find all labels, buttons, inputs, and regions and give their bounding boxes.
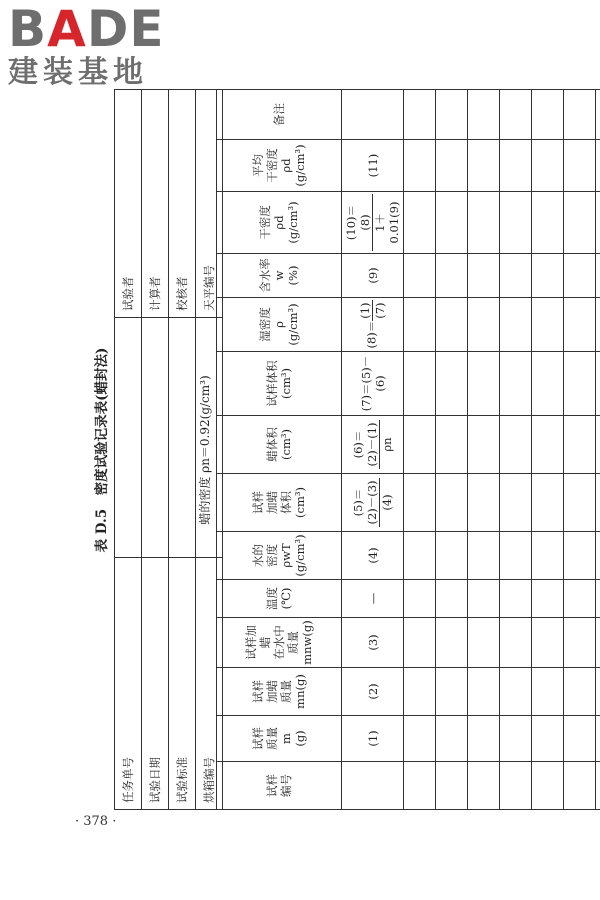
header-line: 试样 bbox=[251, 680, 265, 703]
formula-text: (2) bbox=[365, 683, 380, 700]
data-cell bbox=[532, 298, 564, 352]
header-row bbox=[217, 90, 342, 810]
column-header bbox=[217, 532, 342, 580]
data-cell bbox=[596, 474, 600, 532]
header-line: ρd bbox=[272, 215, 286, 230]
formula-cell bbox=[342, 90, 404, 140]
data-cell bbox=[532, 416, 564, 474]
data-cell bbox=[500, 416, 532, 474]
data-cell bbox=[500, 580, 532, 618]
data-cell bbox=[596, 192, 600, 254]
header-line: 加蜡 bbox=[265, 491, 279, 514]
header-line: 湿密度 bbox=[258, 307, 272, 342]
data-cell bbox=[532, 192, 564, 254]
formula-cell bbox=[342, 140, 404, 192]
formula-cell bbox=[342, 352, 404, 416]
data-cell bbox=[468, 352, 500, 416]
data-cell bbox=[404, 254, 436, 298]
fraction-numerator: (2)－(3) bbox=[365, 480, 379, 525]
data-cell bbox=[468, 618, 500, 668]
data-cell bbox=[468, 474, 500, 532]
data-cell bbox=[564, 668, 596, 716]
formula-fraction bbox=[358, 300, 387, 320]
data-cell bbox=[532, 618, 564, 668]
data-cell bbox=[564, 618, 596, 668]
data-cell bbox=[596, 140, 600, 192]
info-right-label: 校核者 bbox=[169, 90, 196, 318]
data-cell bbox=[532, 668, 564, 716]
column-header bbox=[217, 352, 342, 416]
formula-text: — bbox=[365, 592, 380, 605]
data-cell bbox=[404, 298, 436, 352]
header-line: 在水中 bbox=[272, 625, 286, 660]
info-row bbox=[115, 90, 142, 810]
data-cell bbox=[436, 140, 468, 192]
data-cell bbox=[468, 254, 500, 298]
header-line: 蜡体积 bbox=[265, 427, 279, 462]
data-cell bbox=[564, 254, 596, 298]
data-cell bbox=[564, 416, 596, 474]
data-cell bbox=[500, 474, 532, 532]
header-line: 温度 bbox=[265, 587, 279, 610]
column-header bbox=[217, 192, 342, 254]
info-row bbox=[142, 90, 169, 810]
header-line: 干密度 bbox=[258, 205, 272, 240]
data-cell bbox=[596, 532, 600, 580]
header-line: (g/cm³) bbox=[293, 144, 307, 187]
formula-text: (6)＝ bbox=[351, 430, 365, 459]
record-table bbox=[216, 89, 600, 810]
data-cell bbox=[468, 192, 500, 254]
header-line: 试样 bbox=[251, 727, 265, 750]
data-cell bbox=[500, 532, 532, 580]
data-cell bbox=[564, 352, 596, 416]
formula-cell bbox=[342, 716, 404, 762]
data-cell bbox=[500, 716, 532, 762]
brand-logo bbox=[8, 2, 178, 90]
column-header bbox=[217, 580, 342, 618]
formula-cell bbox=[342, 618, 404, 668]
header-line: (℃) bbox=[279, 587, 293, 610]
header-line: (cm³) bbox=[279, 368, 293, 399]
formula-cell bbox=[342, 532, 404, 580]
data-cell bbox=[500, 762, 532, 810]
info-left-label: 试验标准 bbox=[169, 558, 196, 810]
data-cell bbox=[468, 416, 500, 474]
data-cell bbox=[564, 716, 596, 762]
data-cell bbox=[596, 762, 600, 810]
data-cell bbox=[436, 352, 468, 416]
formula-text: (10)＝ bbox=[344, 204, 358, 241]
data-cell bbox=[564, 140, 596, 192]
header-line: m bbox=[279, 733, 293, 744]
header-line: 水的 bbox=[251, 544, 265, 567]
data-cell bbox=[436, 762, 468, 810]
data-cell bbox=[404, 140, 436, 192]
data-cell bbox=[436, 618, 468, 668]
data-cell bbox=[500, 668, 532, 716]
info-value bbox=[142, 318, 169, 558]
data-row bbox=[564, 90, 596, 810]
header-line: (g) bbox=[293, 730, 307, 747]
header-line: (%) bbox=[286, 265, 300, 286]
header-line: (g/cm³) bbox=[286, 303, 300, 346]
fraction-denominator: (4) bbox=[380, 494, 394, 511]
header-line: 体积 bbox=[279, 491, 293, 514]
info-right-label: 试验者 bbox=[115, 90, 142, 318]
column-header bbox=[217, 254, 342, 298]
header-line: 加蜡 bbox=[265, 680, 279, 703]
data-cell bbox=[500, 352, 532, 416]
data-cell bbox=[404, 580, 436, 618]
fraction-numerator: (1) bbox=[358, 302, 372, 319]
header-line: 编号 bbox=[279, 774, 293, 797]
data-cell bbox=[564, 474, 596, 532]
data-cell bbox=[596, 254, 600, 298]
data-cell bbox=[436, 416, 468, 474]
data-cell bbox=[564, 580, 596, 618]
data-cell bbox=[468, 140, 500, 192]
data-cell bbox=[564, 90, 596, 140]
data-cell bbox=[468, 298, 500, 352]
data-row bbox=[500, 90, 532, 810]
logo-latin-text: BADE bbox=[8, 0, 165, 58]
data-cell bbox=[532, 474, 564, 532]
data-cell bbox=[404, 618, 436, 668]
column-header bbox=[217, 416, 342, 474]
formula-text: (5)＝ bbox=[351, 488, 365, 517]
data-cell bbox=[468, 762, 500, 810]
data-cell bbox=[532, 716, 564, 762]
header-line: 质量 bbox=[279, 680, 293, 703]
data-cell bbox=[532, 532, 564, 580]
data-cell bbox=[436, 668, 468, 716]
data-cell bbox=[436, 90, 468, 140]
data-cell bbox=[404, 192, 436, 254]
data-cell bbox=[404, 474, 436, 532]
data-cell bbox=[596, 416, 600, 474]
data-row bbox=[596, 90, 600, 810]
formula-cell bbox=[342, 254, 404, 298]
column-header bbox=[217, 762, 342, 810]
column-header bbox=[217, 474, 342, 532]
formula-fraction bbox=[365, 478, 394, 526]
formula-text: (7)＝(5)－(6) bbox=[358, 355, 387, 412]
column-header bbox=[217, 668, 342, 716]
data-cell bbox=[468, 90, 500, 140]
info-left-label: 任务单号 bbox=[115, 558, 142, 810]
data-cell bbox=[500, 254, 532, 298]
data-cell bbox=[564, 762, 596, 810]
formula-fraction bbox=[365, 420, 394, 468]
data-row bbox=[404, 90, 436, 810]
data-cell bbox=[468, 532, 500, 580]
header-line: (g/cm³) bbox=[293, 534, 307, 577]
info-value bbox=[169, 318, 196, 558]
data-cell bbox=[404, 762, 436, 810]
header-line: 试样 bbox=[265, 774, 279, 797]
logo-chinese-text: 建装基地 bbox=[8, 55, 148, 90]
formula-text: (11) bbox=[365, 153, 380, 178]
data-cell bbox=[404, 416, 436, 474]
header-line: (cm³) bbox=[279, 429, 293, 460]
info-value bbox=[115, 318, 142, 558]
data-cell bbox=[532, 352, 564, 416]
header-line: 密度 bbox=[265, 544, 279, 567]
column-header bbox=[217, 618, 342, 668]
data-cell bbox=[500, 618, 532, 668]
data-cell bbox=[532, 254, 564, 298]
header-line: 备注 bbox=[272, 103, 286, 126]
data-cell bbox=[596, 352, 600, 416]
formula-cell bbox=[342, 474, 404, 532]
formula-text: (9) bbox=[365, 267, 380, 284]
header-line: ρwT bbox=[279, 543, 293, 568]
fraction-numerator: (8) bbox=[358, 194, 373, 251]
header-line: mnw(g) bbox=[300, 620, 314, 665]
data-cell bbox=[500, 298, 532, 352]
header-line: (g/cm³) bbox=[286, 201, 300, 244]
data-cell bbox=[404, 716, 436, 762]
data-cell bbox=[468, 668, 500, 716]
data-cell bbox=[532, 90, 564, 140]
info-right-label: 天平编号 bbox=[196, 90, 223, 318]
fraction-numerator: (2)－(1) bbox=[365, 422, 379, 467]
data-cell bbox=[532, 140, 564, 192]
formula-fraction bbox=[358, 194, 401, 251]
data-cell bbox=[404, 90, 436, 140]
column-header bbox=[217, 298, 342, 352]
data-cell bbox=[468, 716, 500, 762]
formula-row bbox=[342, 90, 404, 810]
formula-text: (8)＝ bbox=[364, 320, 379, 349]
data-cell bbox=[404, 532, 436, 580]
data-row bbox=[436, 90, 468, 810]
fraction-denominator: ρn bbox=[380, 437, 394, 452]
wax-density-line: 蜡的密度 ρn＝0.92(g/cm³) bbox=[198, 375, 212, 525]
data-cell bbox=[596, 298, 600, 352]
formula-cell bbox=[342, 298, 404, 352]
data-cell bbox=[596, 716, 600, 762]
formula-cell bbox=[342, 668, 404, 716]
info-right-label: 计算者 bbox=[142, 90, 169, 318]
data-cell bbox=[500, 90, 532, 140]
data-cell bbox=[436, 192, 468, 254]
data-cell bbox=[500, 140, 532, 192]
column-header bbox=[217, 90, 342, 140]
header-line: 含水率 bbox=[258, 258, 272, 293]
info-left-label: 试验日期 bbox=[142, 558, 169, 810]
formula-text: (3) bbox=[365, 634, 380, 651]
data-cell bbox=[596, 90, 600, 140]
data-cell bbox=[596, 668, 600, 716]
data-row bbox=[532, 90, 564, 810]
data-cell bbox=[436, 532, 468, 580]
header-line: w bbox=[272, 270, 286, 281]
rotated-table-block bbox=[90, 90, 600, 810]
data-cell bbox=[596, 580, 600, 618]
header-line: ρd bbox=[279, 158, 293, 173]
data-cell bbox=[564, 532, 596, 580]
header-line: 质量 bbox=[265, 727, 279, 750]
data-cell bbox=[564, 192, 596, 254]
header-line: 试样体积 bbox=[265, 360, 279, 407]
header-line: 平均 bbox=[251, 154, 265, 177]
fraction-denominator: 1＋0.01(9) bbox=[373, 201, 401, 244]
formula-cell bbox=[342, 192, 404, 254]
data-row bbox=[468, 90, 500, 810]
data-cell bbox=[436, 254, 468, 298]
info-row bbox=[169, 90, 196, 810]
column-header bbox=[217, 716, 342, 762]
formula-text: (4) bbox=[365, 547, 380, 564]
data-cell bbox=[468, 580, 500, 618]
header-line: 干密度 bbox=[265, 148, 279, 183]
data-cell bbox=[532, 580, 564, 618]
formula-cell bbox=[342, 416, 404, 474]
data-cell bbox=[404, 352, 436, 416]
info-left-label: 烘箱编号 bbox=[196, 558, 223, 810]
data-cell bbox=[564, 298, 596, 352]
header-line: 试样加蜡 bbox=[244, 625, 272, 660]
data-cell bbox=[596, 618, 600, 668]
data-cell bbox=[436, 474, 468, 532]
data-cell bbox=[436, 716, 468, 762]
fraction-denominator: (7) bbox=[373, 302, 387, 319]
formula-cell bbox=[342, 762, 404, 810]
table-title: 表 D.5 密度试验记录表(蜡封法) bbox=[94, 347, 110, 553]
header-line: 质量 bbox=[286, 631, 300, 654]
header-line: ρ bbox=[272, 321, 286, 328]
header-line: mn(g) bbox=[293, 674, 307, 709]
data-cell bbox=[532, 762, 564, 810]
data-cell bbox=[404, 668, 436, 716]
data-cell bbox=[500, 192, 532, 254]
header-line: 试样 bbox=[251, 491, 265, 514]
formula-text: (1) bbox=[365, 730, 380, 747]
formula-cell bbox=[342, 580, 404, 618]
data-cell bbox=[436, 298, 468, 352]
header-line: (cm³) bbox=[293, 487, 307, 518]
column-header bbox=[217, 140, 342, 192]
data-cell bbox=[436, 580, 468, 618]
page-number: · 378 · bbox=[75, 814, 117, 829]
